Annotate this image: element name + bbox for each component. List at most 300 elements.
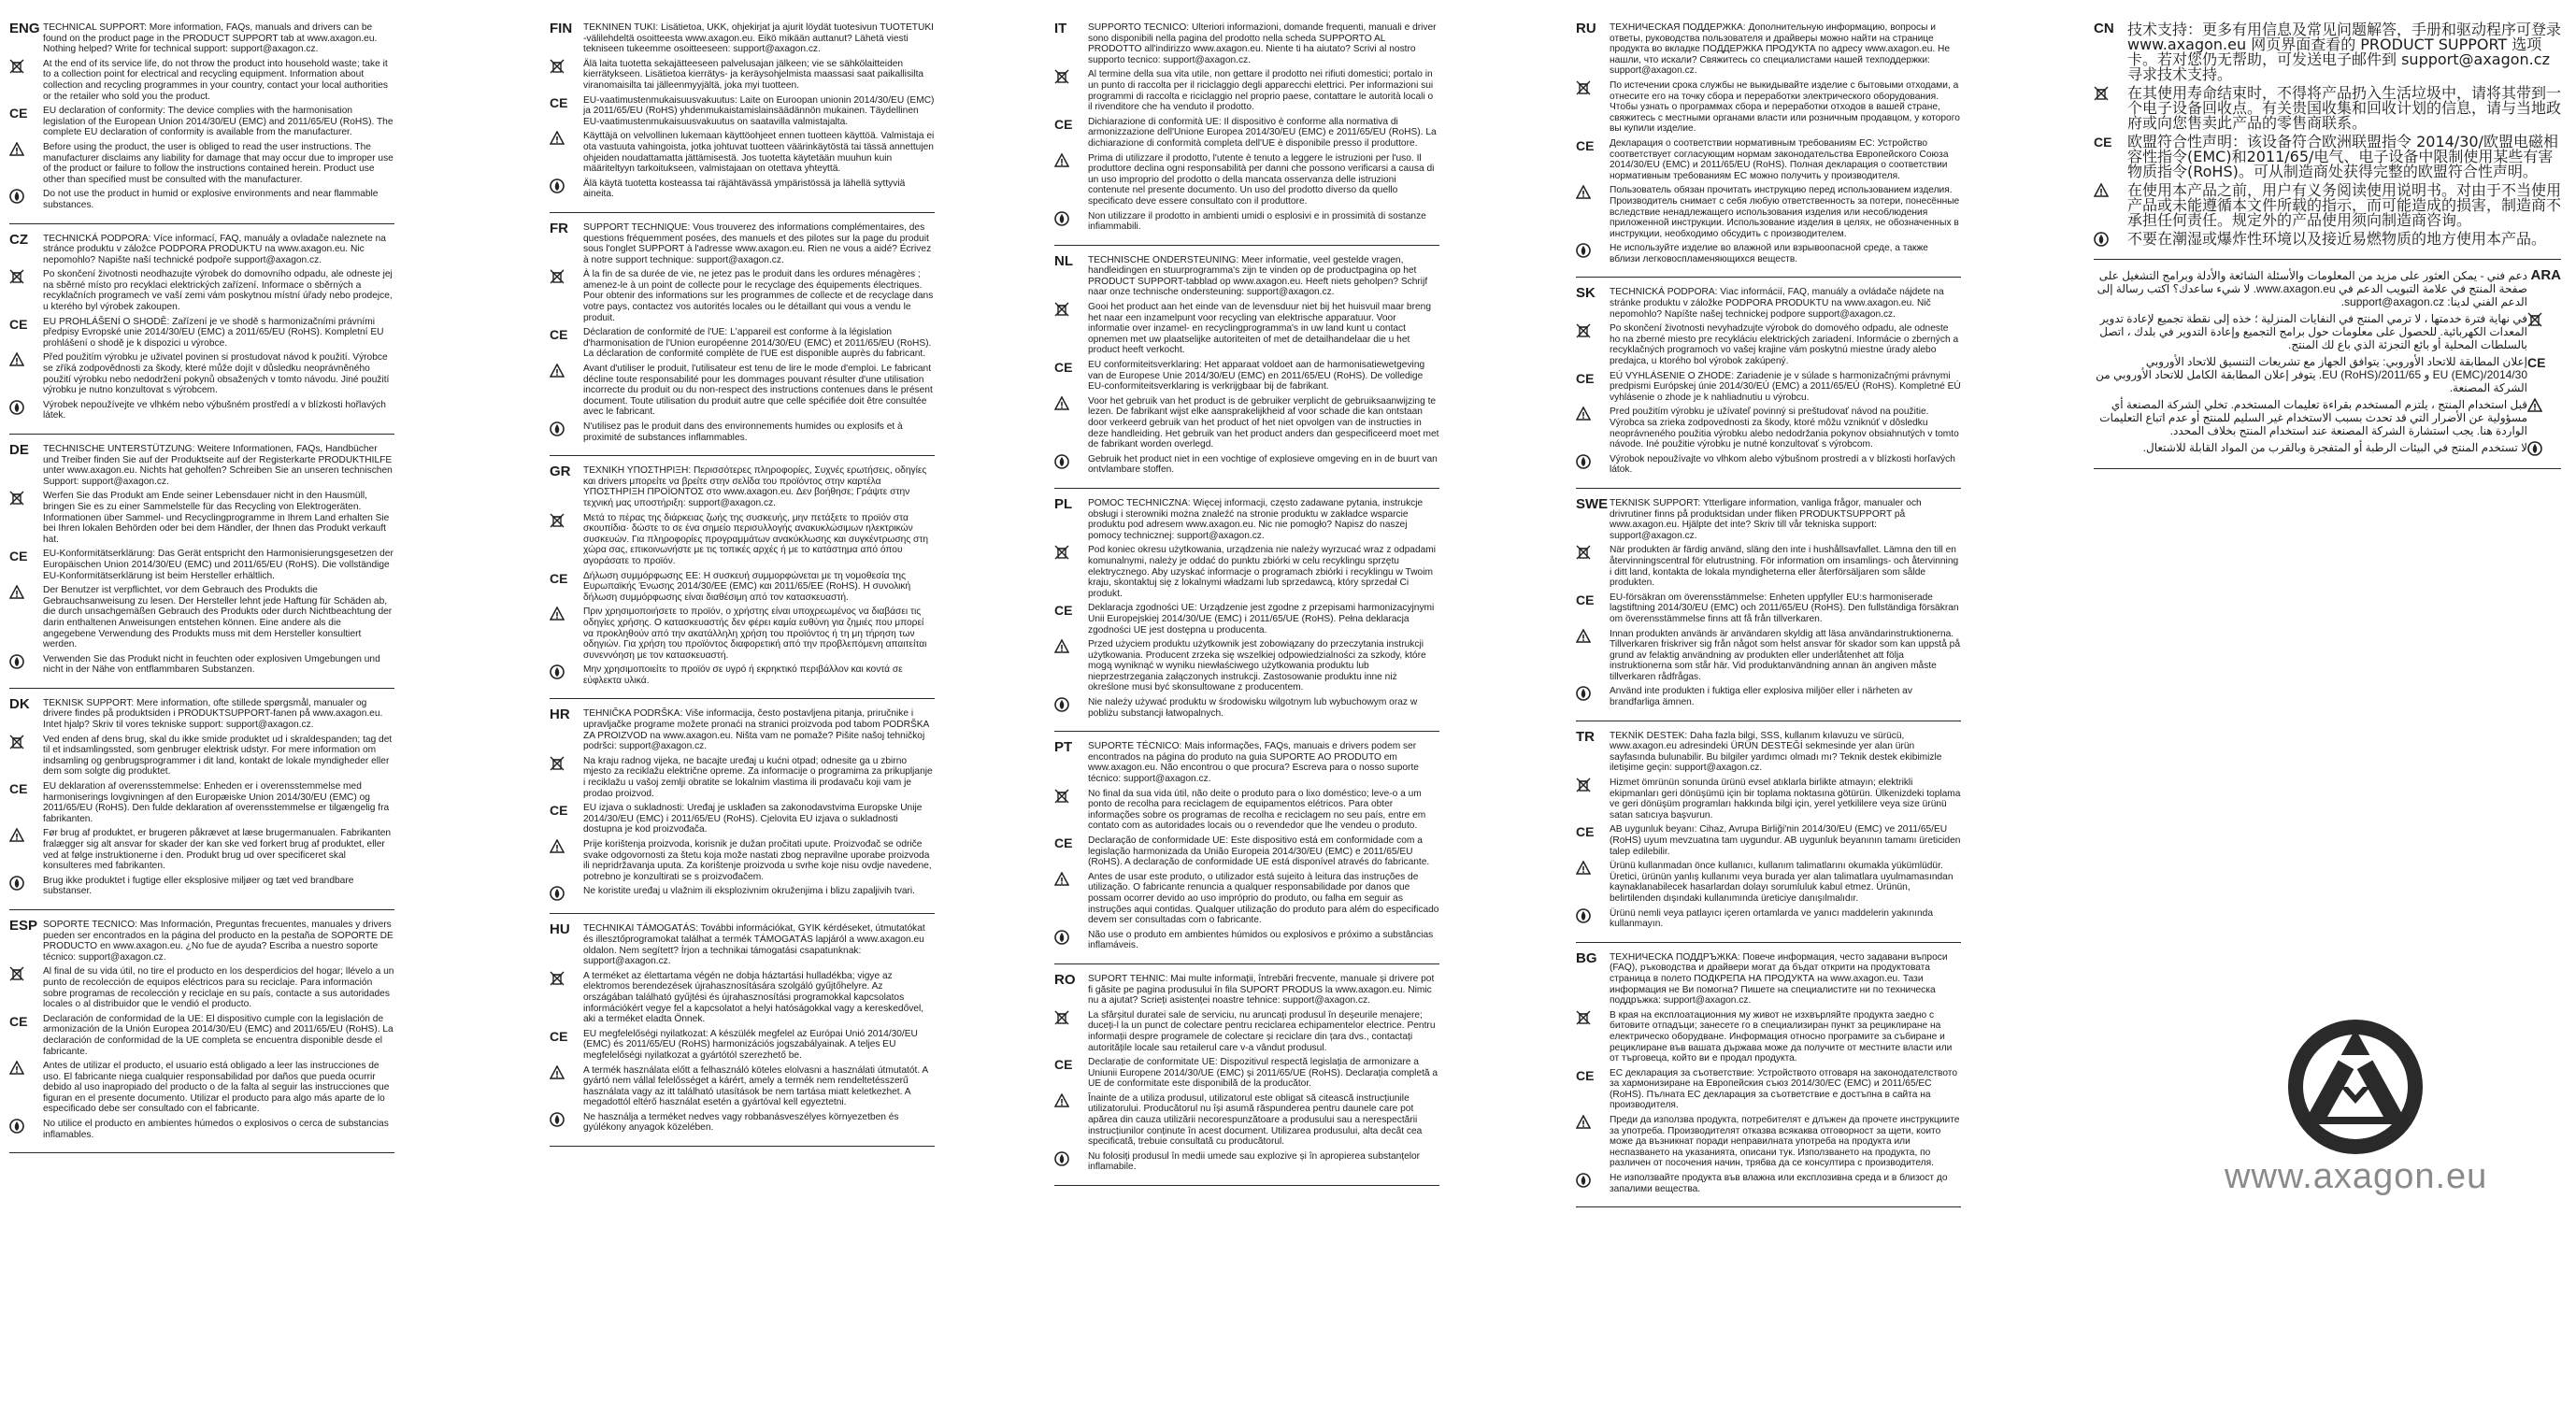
- no-explosive-icon: [550, 886, 583, 901]
- language-code: DE: [9, 442, 29, 458]
- svg-text:CE: CE: [9, 106, 28, 121]
- svg-text:CE: CE: [9, 781, 28, 797]
- notice-item: [9, 654, 394, 676]
- technical-support-text: SUPORT TEHNIC: Mai multe informații, întrebări frecvente, manuale și drivere pot fi găsite pe pagina produsului în fila SUPORT PRODUS la www.axagon.eu. Nimic nu a ajutat? Scrieți asistenței noastre tehnice: support@axagon.cz.: [1088, 973, 1435, 1006]
- notice-item: [9, 966, 394, 1009]
- crossed-bin-icon: [550, 756, 583, 771]
- crossed-bin-icon: [550, 269, 583, 284]
- notice-item: [1054, 697, 1439, 719]
- language-code: SK: [1576, 285, 1596, 302]
- section-header: [1054, 495, 1439, 541]
- ce-mark-icon: [1576, 592, 1610, 607]
- notice-text: Al termine della sua vita utile, non gettare il prodotto nei rifiuti domestici; portalo in un punto di raccolta per il riciclaggio degli apparecchi elettrici. Per informazioni sui programmi di raccolta e riciclaggio nel proprio paese, contattare le autorità locali o il rivenditore che ha venduto il prodotto.: [1088, 69, 1434, 113]
- notice-item: [1576, 407, 1961, 450]
- technical-support-text: TEKNİK DESTEK: Daha fazla bilgi, SSS, kullanım kılavuzu ve sürücü, www.axagon.eu adresindeki ÜRÜN DESTEĞİ sekmesinde yer alan ürün sayfasında bulunabilir. Bu bilgiler yardımcı olmadı mı? Teknik destek ekibimizle iletişime geçin: support@axagon.cz.: [1610, 730, 1942, 774]
- axagon-url: www.axagon.eu: [2225, 1157, 2488, 1196]
- technical-support-text: TEKNINEN TUKI: Lisätietoa, UKK, ohjekirjat ja ajurit löydät tuotesivun TUOTETUKI -välilehdeltä osoitteesta www.axagon.eu. Eikö mikään auttanut? Lähetä viesti tekniseen tukeemme osoitteeseen: support@axagon.cz.: [583, 22, 935, 55]
- notice-item: [1054, 835, 1439, 868]
- warning-icon: [9, 1061, 43, 1076]
- crossed-bin-icon: [1054, 1010, 1088, 1025]
- notice-item: [1054, 789, 1439, 832]
- notice-text: La sfârșitul duratei sale de serviciu, nu aruncați produsul în deșeurile menajere; duceți-l la un punct de colectare pentru reciclarea echipamentelor electrice. Pentru informații despre programele de colectare și reciclare din țara dvs., contactați autoritățile locale sau retailerul care v-a vândut produsul.: [1088, 1009, 1436, 1053]
- notice-item: [550, 421, 935, 443]
- notice-text: Před použitím výrobku je uživatel povinen si prostudovat návod k použití. Výrobce se zříká zodpovědnosti za škody, které může dojít v důsledku neoprávněného použití výrobku nebo nedodržení pokynů obsažených v tomto návodu. Jiné použití výrobku je nutno konzultovat s výrobcem.: [43, 352, 390, 396]
- no-explosive-icon: [9, 1119, 43, 1134]
- ce-mark-icon: [1576, 371, 1610, 386]
- crossed-bin-icon: [1576, 323, 1610, 338]
- notice-item: [1054, 360, 1439, 392]
- section-ara: [2094, 264, 2561, 469]
- crossed-bin-icon: [1054, 545, 1088, 560]
- section-fin: [550, 17, 935, 213]
- notice-text: Declaración de conformidad de la UE: El dispositivo cumple con la legislación de armonización de la Unión Europea 2014/30/EU (EMC) and 2011/65/EU (RoHS). La declaración de conformidad de la UE completa se encuentra disponible desde el fabricante.: [43, 1013, 394, 1057]
- notice-item: [2094, 135, 2561, 179]
- technical-support-text: TEKNISK SUPPORT: Ytterligare information, vanliga frågor, manualer och drivrutiner finns på produktsidan under fliken PRODUKTSUPPORT på www.axagon.eu. Hjälpte det inte? Skriv till vår tekniska support: support@axagon.cz.: [1610, 497, 1922, 541]
- notice-item: [1054, 396, 1439, 450]
- crossed-bin-icon: [550, 59, 583, 74]
- crossed-bin-icon: [9, 735, 43, 749]
- notice-item: [1054, 639, 1439, 693]
- notice-item: [550, 1112, 935, 1134]
- notice-text: قبل استخدام المنتج ، يلتزم المستخدم بقراءة تعليمات المستخدم. تخلي الشركة المصنعة أي مسؤولية عن الأضرار التي قد تحدث بسبب الاستخدام غير السليم للمنتج أو عدم اتباع التعليمات الواردة هنا. يجب استشارة الشركة المصنعة عند استخدام المنتج بخلاف المحدد.: [2099, 398, 2527, 437]
- notice-item: [1576, 185, 1961, 239]
- no-explosive-icon: [1576, 686, 1610, 701]
- notice-item: [9, 400, 394, 421]
- section-header: [9, 22, 394, 55]
- section-header: [2094, 269, 2561, 308]
- notice-text: Gebruik het product niet in een vochtige of explosieve omgeving en in de buurt van ontvlambare stoffen.: [1088, 453, 1438, 476]
- notice-text: EU PROHLÁŠENÍ O SHODĚ: Zařízení je ve shodě s harmonizačními právními předpisy Evropské unie 2014/30/EU (EMC) a 2011/65/EU (RoHS). Kompletní EU prohlášení o shodě je k dispozici u výrobce.: [43, 316, 384, 349]
- notice-text: Przed użyciem produktu użytkownik jest zobowiązany do przeczytania instrukcji użytkowania. Producent zrzeka się wszelkiej odpowiedzialności za szkody, które mogą wyniknąć w wyniku niewłaściwego użytkowania produktu lub nieprzestrzegania załączonych instrukcji. Zastosowanie produktu inne niż określone musi być skonsultowane z producentem.: [1088, 639, 1426, 693]
- column-1: [9, 17, 394, 1157]
- language-code: ARA: [2530, 267, 2561, 283]
- notice-item: [9, 317, 394, 350]
- svg-text:CE: CE: [2094, 135, 2112, 150]
- svg-text:CE: CE: [9, 549, 28, 564]
- no-explosive-icon: [1054, 697, 1088, 712]
- technical-support-text: SUPPORT TECHNIQUE: Vous trouverez des informations complémentaires, des questions fréquemment posées, des manuels et des pilotes sur la page du produit sous l'onglet SUPPORT à l'adresse www.axagon.eu. Rien ne vous a aidé? Écrivez à notre support technique: support@axagon.cz.: [583, 221, 932, 265]
- ce-mark-icon: [1054, 603, 1088, 618]
- notice-item: [1054, 930, 1439, 951]
- section-header: [1054, 252, 1439, 298]
- notice-text: Ved enden af dens brug, skal du ikke smide produktet ud i skraldespanden; tag det til et indsamlingssted, som genbruger elektrisk udstyr. For mere information om indsamling og genbrugsprogrammer i dit land, kontakt de lokale myndigheder eller dem som solgte dig produktet.: [43, 734, 393, 778]
- technical-support-text: TEKNISK SUPPORT: Mere information, ofte stillede spørgsmål, manualer og drivere findes på produktsiden i PRODUKTSUPPORT-fanen på www.axagon.eu. Intet hjalp? Skriv til vores tekniske support: support@axagon.cz.: [43, 697, 383, 731]
- notice-text: Brug ikke produktet i fugtige eller eksplosive miljøer og tæt ved brandbare substanser.: [43, 875, 354, 897]
- notice-text: EU declaration of conformity: The device complies with the harmonisation legislation of the European Union 2014/30/EU (EMC) and 2011/65/EU (RoHS). The complete EU declaration of conformity is available from the manufacturer.: [43, 106, 394, 138]
- language-code: HU: [550, 921, 570, 938]
- notice-text: À la fin de sa durée de vie, ne jetez pas le produit dans les ordures ménagères ; amenez-le à un point de collecte pour le recyclage des équipements électriques. Pour obtenir des informations sur les programmes de collecte et de recyclage dans votre pays, contactez vos autorités locales ou le détaillant qui vous a vendu le produit.: [583, 269, 934, 323]
- notice-text: EÚ VYHLÁSENIE O ZHODE: Zariadenie je v súlade s harmonizačnými právnymi predpismi Európskej únie 2014/30/EÚ (EMC) a 2011/65/EÚ (RoHS). Kompletné EÚ vyhlásenie o zhode je k nahliadnutiu u výrobcu.: [1610, 370, 1961, 403]
- language-code: PL: [1054, 495, 1073, 512]
- notice-item: [1054, 872, 1439, 926]
- notice-item: [1054, 1010, 1439, 1053]
- notice-text: Po skončení životnosti nevyhadzujte výrobok do domového odpadu, ale odneste ho na zberné miesto pre recykláciu elektrických zariadení. Informácie o zberných a recyklačných programoch vo vašej krajine vám poskytnú miestne úrady alebo predajca, u ktorého bol výrobok zakúpený.: [1610, 323, 1959, 367]
- notice-item: [1576, 686, 1961, 707]
- notice-text: Dichiarazione di conformità UE: Il dispositivo è conforme alla normativa di armonizzazione dell'Unione Europea 2014/30/EU (EMC) e 2011/65/EU (RoHS). La dichiarazione di conformità completa dell'UE è disponibile presso il produttore.: [1088, 116, 1437, 149]
- section-header: [1576, 495, 1961, 541]
- notice-text: Non utilizzare il prodotto in ambienti umidi o esplosivi e in prossimità di sostanze infiammabili.: [1088, 210, 1426, 233]
- notice-item: [550, 95, 935, 128]
- language-code: FR: [550, 220, 568, 236]
- notice-item: [550, 839, 935, 882]
- notice-text: N'utilisez pas le produit dans des environnements humides ou explosifs et à proximité de substances inflammables.: [583, 421, 903, 443]
- notice-text: Gooi het product aan het einde van de levensduur niet bij het huisvuil maar breng het naar een inzamelpunt voor recycling van elektrische apparatuur. Voor informatie over inzamel- en recyclingprogramma's in uw land kunt u contact opnemen met uw plaatselijke autoriteiten of met de detailhandelaar die u het product heeft verkocht.: [1088, 302, 1431, 356]
- notice-text: Não use o produto em ambientes húmidos ou explosivos e próximo a substâncias inflamáveis.: [1088, 929, 1434, 951]
- notice-text: Do not use the product in humid or explosive environments and near flammable substances.: [43, 189, 379, 210]
- notice-text: Pred použitím výrobku je užívateľ povinný si preštudovať návod na použitie. Výrobca sa zrieka zodpovednosti za škody, ktoré môžu vzniknúť v dôsledku neoprávneného použitia výrobku alebo nedodržania pokynov obsiahnutých v tomto návode. Iné použitie výrobku je nutné konzultovať s výrobcom.: [1610, 407, 1959, 450]
- ce-mark-icon: [1054, 117, 1088, 132]
- ce-mark-icon: [1576, 824, 1610, 839]
- warning-icon: [550, 607, 583, 621]
- notice-item: [9, 142, 394, 185]
- notice-item: [1576, 1173, 1961, 1194]
- technical-support-text: TECHNIKAI TÁMOGATÁS: További információkat, GYIK kérdéseket, útmutatókat és illesztőprogramokat találhat a termék TÁMOGATÁS lapjáról a www.axagon.eu oldalon. Nem segített? Írjon a technikai támogatási csapatunknak: support@axagon.cz.: [583, 923, 925, 967]
- technical-support-text: TEHNIČKA PODRŠKA: Više informacija, često postavljena pitanja, priručnike i upravljačke programe možete pronaći na stranici proizvoda pod tabom PODRŠKA ZA PROIZVOD na www.axagon.eu. Ništa vam ne pomaže? Pišite našoj tehničkoj podršci: support@axagon.cz.: [583, 708, 929, 752]
- no-explosive-icon: [550, 178, 583, 193]
- notice-item: [9, 189, 394, 210]
- notice-item: [550, 571, 935, 604]
- notice-text: Antes de utilizar el producto, el usuario está obligado a leer las instrucciones de uso. El fabricante niega cualquier responsabilidad por daños que pueda ocurrir debido al uso inapropiado del producto o de la falta al seguir las instrucciones que figuran en el presente documento. Utilizar el producto para algo más aparte de lo especificado debe ser consultado con el fabricante.: [43, 1061, 390, 1115]
- notice-item: [1576, 1010, 1961, 1064]
- axagon-logo-icon: [2243, 1014, 2468, 1154]
- notice-item: [550, 1065, 935, 1108]
- notice-item: [9, 585, 394, 650]
- notice-text: Innan produkten används är användaren skyldig att läsa användarinstruktionerna. Tillverkaren friskriver sig från något som helst ansvar för skador som kan uppstå på grund av felaktig användning av produkten eller underlåtenhet att följa instruktionerna som står här. Vid produktanvändning annan än angiven måste tillverkaren rådfrågas.: [1610, 628, 1961, 682]
- notice-item: [1576, 80, 1961, 135]
- notice-text: Älä laita tuotetta sekajätteeseen palvelusajan jälkeen; vie se sähkölaitteiden kierrätykseen. Lisätietoa kierrätys- ja keräysohjelmista maassasi saat paikallisilta viranomaisilta tai jälleenmyyjältä, joka myi tuotteen.: [583, 58, 924, 91]
- ce-mark-icon: [9, 106, 43, 121]
- notice-text: Výrobek nepoužívejte ve vlhkém nebo výbušném prostředí a v blízkosti hořlavých látek.: [43, 399, 386, 421]
- section-header: [1054, 971, 1439, 1006]
- warning-icon: [550, 839, 583, 854]
- technical-support-text: دعم فني - يمكن العثور على مزيد من المعلومات والأسئلة الشائعة والأدلة وبرامج التشغيل على صفحة المنتج في علامة التبويب الدعم في www.axagon.eu. لا شيء ساعدك؟ اكتب رسالة إلى الدعم الفني لدينا: support@axagon.cz.: [2097, 269, 2527, 308]
- notice-item: [2094, 441, 2561, 456]
- svg-text:CE: CE: [1054, 603, 1073, 619]
- notice-item: [1054, 117, 1439, 150]
- section-sk: [1576, 281, 1961, 489]
- language-code: ENG: [9, 21, 40, 36]
- ce-mark-icon: [1576, 1068, 1610, 1083]
- ce-mark-icon: [550, 1029, 583, 1044]
- svg-text:CE: CE: [1576, 1067, 1595, 1083]
- language-code: PT: [1054, 739, 1073, 756]
- column-2: [550, 17, 935, 1150]
- notice-text: När produkten är färdig använd, släng den inte i hushållsavfallet. Lämna den till en återvinningscentral för elutrustning. För information om insamlings- och återvinning i ditt land, kontakta de lokala myndigheterna eller återförsäljaren som sålde produkten.: [1610, 545, 1959, 589]
- svg-text:CE: CE: [550, 94, 568, 110]
- notice-text: Ürünü nemli veya patlayıcı içeren ortamlarda ve yanıcı maddelerin yakınında kullanmayın.: [1610, 907, 1933, 930]
- section-eng: [9, 17, 394, 224]
- notice-item: [1054, 1057, 1439, 1090]
- crossed-bin-icon: [2094, 86, 2127, 101]
- section-bg: [1576, 947, 1961, 1207]
- section-header: [1576, 949, 1961, 1006]
- section-esp: [9, 914, 394, 1153]
- notice-text: 不要在潮湿或爆炸性环境以及接近易燃物质的地方使用本产品。: [2127, 230, 2547, 248]
- notice-item: [550, 327, 935, 360]
- notice-text: Не използвайте продукта във влажна или експлозивна среда и в близост до запалими вещества.: [1610, 1173, 1948, 1194]
- section-ru: [1576, 17, 1961, 278]
- notice-text: 在使用本产品之前，用户有义务阅读使用说明书。对由于不当使用产品或未能遵循本文件所载的指示，而可能造成的损害，制造商不承担任何责任。规定外的产品使用须向制造商咨询。: [2127, 181, 2562, 229]
- svg-text:CE: CE: [1054, 1057, 1073, 1073]
- notice-text: لا تستخدم المنتج في البيئات الرطبة أو المتفجرة وبالقرب من المواد القابلة للاشتعال.: [2142, 441, 2527, 454]
- notice-text: إعلان المطابقة للاتحاد الأوروبي: يتوافق الجهاز مع تشريعات التنسيق للاتحاد الأوروبي 2014/30/EU (EMC) و 2011/65/EU (RoHS). يتوفر إعلان المطابقة الكامل للاتحاد الأوروبي من الشركة المصنعة.: [2096, 355, 2527, 394]
- notice-text: Prije korištenja proizvoda, korisnik je dužan pročitati upute. Proizvođač se odriče svake odgovornosti za štetu koja može nastati zbog nepravilne uporabe proizvoda ili nepridržavanja uputa. Za korištenje proizvoda u svrhe koje nisu ovdje navedene, potrebno je konzultirati se s proizvođačem.: [583, 839, 932, 882]
- notice-item: [550, 607, 935, 661]
- notice-item: [550, 971, 935, 1025]
- warning-icon: [1576, 1115, 1610, 1130]
- language-code: GR: [550, 464, 571, 480]
- notice-item: [9, 352, 394, 395]
- language-code: CN: [2094, 21, 2114, 36]
- notice-item: [9, 876, 394, 897]
- ce-mark-icon: [1054, 1057, 1088, 1072]
- notice-text: Hizmet ömrünün sonunda ürünü evsel atıklarla birlikte atmayın; elektrikli ekipmanları geri dönüşümü için bir toplama noktasına götürün. Ülkenizdeki toplama ve geri dönüşüm programları hakkında bilgi için, yerel yetkililere veya size ürünü satan satıcıya başvurun.: [1610, 778, 1961, 821]
- technical-support-text: SOPORTE TECNICO: Mas Información, Preguntas frecuentes, manuales y drivers pueden ser encontrados en la página del producto en la pestaña de SOPORTE DE PRODUCTO en www.axagon.eu. ¿No fue de ayuda? Escriba a nuestro soporte técnico: support@axagon.cz.: [43, 919, 394, 963]
- svg-text:CE: CE: [2527, 355, 2546, 370]
- no-explosive-icon: [550, 1112, 583, 1127]
- svg-text:CE: CE: [1576, 592, 1595, 607]
- notice-item: [550, 1029, 935, 1062]
- crossed-bin-icon: [1576, 545, 1610, 560]
- notice-item: [550, 178, 935, 200]
- notice-item: [9, 1119, 394, 1140]
- no-explosive-icon: [9, 654, 43, 669]
- svg-text:CE: CE: [550, 1028, 568, 1044]
- notice-item: [1576, 138, 1961, 181]
- notice-item: [2094, 355, 2561, 394]
- notice-item: [1054, 211, 1439, 233]
- no-explosive-icon: [9, 876, 43, 891]
- section-header: [550, 708, 935, 751]
- no-explosive-icon: [1576, 243, 1610, 258]
- ce-mark-icon: [550, 327, 583, 342]
- notice-text: Declarație de conformitate UE: Dispozitivul respectă legislația de armonizare a Uniunii Europene 2014/30/UE (EMC) și 2011/65/UE (RoHS). Declarația completă a UE de conformitate este disponibilă de la producător.: [1088, 1057, 1438, 1090]
- warning-icon: [550, 364, 583, 378]
- language-code: CZ: [9, 231, 28, 248]
- section-pl: [1054, 492, 1439, 732]
- notice-item: [9, 269, 394, 312]
- notice-item: [9, 59, 394, 102]
- section-header: [9, 444, 394, 487]
- warning-icon: [9, 142, 43, 157]
- notice-text: Μετά το πέρας της διάρκειας ζωής της συσκευής, μην πετάξετε το προϊόν στα σκουπίδια· δώστε το σε ένα σημείο περισυλλογής ανακυκλώσιμων ηλεκτρικών συσκευών. Για πληροφορίες προγραμμάτων ανακύκλωσης και συγκέντρωσης στη χώρα σας, επικοινωνήστε με τις τοπικές αρχές ή με το κατάστημα από όπου αγοράσατε το προϊόν.: [583, 512, 929, 566]
- notice-text: EU megfelelőségi nyilatkozat: A készülék megfelel az Európai Unió 2014/30/EU (EMC) és 2011/65/EU (RoHS) harmonizációs jogszabályainak. A teljes EU megfelelőségi nyilatkozat a gyártótól szerezhető be.: [583, 1028, 918, 1061]
- crossed-bin-icon: [550, 971, 583, 986]
- notice-text: Výrobok nepoužívajte vo vlhkom alebo výbušnom prostredí a v blízkosti horľavých látok.: [1610, 453, 1955, 476]
- section-header: [1054, 741, 1439, 784]
- warning-icon: [550, 1065, 583, 1080]
- section-pt: [1054, 735, 1439, 964]
- notice-item: [1576, 371, 1961, 404]
- crossed-bin-icon: [1576, 1010, 1610, 1025]
- notice-item: [1576, 545, 1961, 588]
- notice-item: [1576, 861, 1961, 904]
- language-code: RO: [1054, 971, 1076, 988]
- notice-text: ЕС декларация за съответствие: Устройството отговаря на законодателството за хармонизиране на Европейския съюз 2014/30/ЕС (EMC) и 2011/65/ЕС (RoHS). Пълната ЕС декларация за съответствие е достъпна в сайта на производителя.: [1610, 1067, 1958, 1111]
- warning-icon: [2527, 398, 2561, 413]
- notice-text: EU deklaration af overensstemmelse: Enheden er i overensstemmelse med harmoniserings lovgivningen af den Europæiske Union 2014/30/EU (EMC) og 2011/65/EU (RoHS). Den fulde deklaration af overensstemmelse er tilgængelig fra fabrikanten.: [43, 781, 390, 824]
- no-explosive-icon: [2527, 441, 2561, 456]
- warning-icon: [1054, 872, 1088, 887]
- svg-text:CE: CE: [9, 1013, 28, 1029]
- section-header: [1054, 22, 1439, 65]
- section-header: [550, 222, 935, 265]
- crossed-bin-icon: [9, 269, 43, 284]
- notice-text: Nu folosiți produsul în medii umede sau explozive și în apropierea substanțelor inflamabile.: [1088, 1150, 1421, 1173]
- notice-item: [1054, 1151, 1439, 1173]
- section-hu: [550, 918, 935, 1147]
- section-nl: [1054, 250, 1439, 489]
- technical-support-text: TECHNISCHE UNTERSTÜTZUNG: Weitere Informationen, FAQs, Handbücher und Treiber finden Sie auf der Produktseite auf der Registerkarte PRODUKTHILFE unter www.axagon.eu. Nichts hat geholfen? Schreiben Sie an unseren technischen Support: support@axagon.cz.: [43, 444, 393, 487]
- notice-text: Avant d'utiliser le produit, l'utilisateur est tenu de lire le mode d'emploi. Le fabricant décline toute responsabilité pour les dommages pouvant résulter d'une utilisation incorrecte du produit ou du non-respect des instructions contenues dans le présent document. Toute utilisation du produit autre que celle spécifiée doit être consultée avec le fabricant.: [583, 364, 933, 418]
- notice-text: По истечении срока службы не выкидывайте изделие с бытовыми отходами, а отнесите его на точку сбора и переработки электрического оборудования. Чтобы узнать о программах сбора и переработки отходов в вашей стране, свяжитесь с местными органами власти или розничным продавцом, у которого вы купили изделие.: [1610, 79, 1960, 135]
- notice-item: [2094, 398, 2561, 437]
- section-header: [1576, 22, 1961, 77]
- notice-text: EU conformiteitsverklaring: Het apparaat voldoet aan de harmonisatiewetgeving van de Europese Unie 2014/30/EU (EMC) en 2011/65/EU (RoHS). De volledige EU-conformiteitsverklaring is verkrijgbaar bij de fabrikant.: [1088, 360, 1425, 392]
- technical-support-text: TECHNICKÁ PODPORA: Více informací, FAQ, manuály a ovladače naleznete na stránce produktu v záložce PODPORA PRODUKTU na www.axagon.eu. Nic nepomohlo? Napište naší technické podpoře support@axagon.cz.: [43, 233, 386, 265]
- warning-icon: [9, 352, 43, 367]
- notice-item: [9, 106, 394, 138]
- notice-item: [1576, 1115, 1961, 1169]
- notice-item: [2094, 232, 2561, 247]
- technical-support-text: TECHNICAL SUPPORT: More information, FAQs, manuals and drivers can be found on the product page in the PRODUCT SUPPORT tab at www.axagon.eu. Nothing helped? Write for technical support: support@axagon.cz.: [43, 22, 378, 55]
- no-explosive-icon: [1054, 211, 1088, 226]
- notice-text: Пользователь обязан прочитать инструкцию перед использованием изделия. Производитель снимает с себя любую ответственность за потери, понесённые вследствие ненадлежащего использования изделия или несоблюдения приложенной инструкции. Использование изделия в целях, не обозначенных в инструкции, необходимо обсудить с производителем.: [1610, 185, 1960, 239]
- notice-item: [550, 756, 935, 799]
- notice-item: [1054, 302, 1439, 356]
- warning-icon: [1576, 861, 1610, 876]
- notice-item: [550, 664, 935, 686]
- section-header: [1576, 728, 1961, 774]
- notice-text: Deklaracja zgodności UE: Urządzenie jest zgodne z przepisami harmonizacyjnymi Unii Europejskiej 2014/30/UE (EMC) i 2011/65/UE (RoHS). Pełna deklaracja zgodności UE jest dostępna u producenta.: [1088, 603, 1435, 635]
- warning-icon: [1576, 407, 1610, 421]
- notice-text: A terméket az élettartama végén ne dobja háztartási hulladékba; vigye az elektromos berendezések újrahasznosítására szolgáló gyűjtőhelyre. Az országában található gyűjtési és újrahasznosítási programokkal kapcsolatos információkért vegye fel a kapcsolatot a helyi hatóságokkal vagy a kereskedővel, aki a terméket eladta Önnek.: [583, 970, 924, 1025]
- no-explosive-icon: [1576, 908, 1610, 923]
- svg-text:CE: CE: [550, 570, 568, 586]
- notice-item: [9, 491, 394, 545]
- notice-text: Før brug af produktet, er brugeren påkrævet at læse brugermanualen. Fabrikanten fralægger sig alt ansvar for skader der kan ske ved forkert brug af produktet, eller ved at følge instruktionerne i den. Produkt brug ud over specificeret skal konsulteres med fabrikanten.: [43, 828, 392, 872]
- warning-icon: [2094, 183, 2127, 198]
- crossed-bin-icon: [1054, 69, 1088, 84]
- notice-text: No utilice el producto en ambientes húmedos o explosivos o cerca de substancias inflamables.: [43, 1119, 389, 1140]
- ce-mark-icon: [1054, 360, 1088, 375]
- crossed-bin-icon: [1576, 80, 1610, 95]
- no-explosive-icon: [550, 421, 583, 436]
- notice-text: Prima di utilizzare il prodotto, l'utente è tenuto a leggere le istruzioni per l'uso. Il produttore declina ogni responsabilità per danni che possono verificarsi a causa di un uso improprio del prodotto o della mancata osservanza delle istruzioni contenute nel presente documento. Un uso del prodotto diverso da quello specificato deve essere consultato con il produttore.: [1088, 152, 1435, 207]
- section-fr: [550, 217, 935, 456]
- notice-text: 在其使用寿命结束时，不得将产品扔入生活垃圾中，请将其带到一个电子设备回收点。有关贵国收集和回收计划的信息，请与当地政府或向您售卖此产品的零售商联系。: [2127, 84, 2562, 132]
- section-cn: [2094, 17, 2561, 260]
- notice-text: Declaração de conformidade UE: Este dispositivo está em conformidade com a legislação harmonizada da União Europeia 2014/30/EU (EMC) e 2011/65/EU (RoHS). A declaração de conformidade UE está disponível através do fabricante.: [1088, 835, 1430, 868]
- notice-item: [2094, 312, 2561, 351]
- notice-item: [1576, 824, 1961, 857]
- no-explosive-icon: [9, 189, 43, 204]
- section-hr: [550, 703, 935, 914]
- notice-text: EU-vaatimustenmukaisuusvakuutus: Laite on Euroopan unionin 2014/30/EU (EMC) ja 2011/65/EU (RoHS) yhdenmukaistamislainsäädännön mukainen. Täydellinen EU-vaatimustenmukaisuusvakuutus on saatavilla valmistajalta.: [583, 94, 935, 127]
- crossed-bin-icon: [9, 966, 43, 981]
- no-explosive-icon: [2094, 232, 2127, 247]
- notice-text: Al final de su vida útil, no tire el producto en los desperdicios del hogar; llévelo a un punto de recolección de equipos eléctricos para su reciclaje. Para información sobre programas de recolección y reciclaje en su país, contacte a sus autoridades locales o al distribuidor que le vendió el producto.: [43, 966, 394, 1010]
- notice-item: [9, 781, 394, 824]
- notice-text: Преди да използва продукта, потребителят е длъжен да прочете инструкциите за употреба. Производителят отказва всякаква отговорност за щети, които може да възникнат поради неправилната употреба на продукта или неспазването на указанията, описани тук. Използването на продукта, по различен от посочения начин, трябва да се консултира с производителя.: [1610, 1115, 1960, 1169]
- section-de: [9, 438, 394, 689]
- language-code: IT: [1054, 21, 1067, 36]
- ce-mark-icon: [550, 803, 583, 818]
- notice-item: [550, 269, 935, 323]
- section-header: [9, 917, 394, 963]
- notice-text: Не используйте изделие во влажной или взрывоопасной среде, а также вблизи легковоспламеняющихся веществ.: [1610, 243, 1928, 264]
- section-dk: [9, 692, 394, 910]
- no-explosive-icon: [1054, 454, 1088, 469]
- language-code: FIN: [550, 21, 573, 36]
- notice-item: [1054, 69, 1439, 112]
- section-swe: [1576, 492, 1961, 721]
- crossed-bin-icon: [1054, 302, 1088, 317]
- svg-text:CE: CE: [550, 327, 568, 343]
- section-header: [9, 231, 394, 266]
- technical-support-text: POMOC TECHNICZNA: Więcej informacji, często zadawane pytania, instrukcje obsługi i sterowniki można znaleźć na stronie produktu w zakładce wsparcie produktu pod adresem www.axagon.eu. Nic nie pomogło? Napisz do naszej pomocy technicznej: support@axagon.cz.: [1088, 497, 1424, 541]
- notice-text: Before using the product, the user is obliged to read the user instructions. The manufacturer disclaims any liability for damage that may occur due to improper use of the product or failure to follow the instructions contained herein. Product use other than specified must be consulted with the manufacturer.: [43, 141, 394, 185]
- language-code: BG: [1576, 949, 1597, 966]
- section-gr: [550, 460, 935, 699]
- notice-item: [1576, 592, 1961, 625]
- warning-icon: [1054, 1093, 1088, 1108]
- crossed-bin-icon: [9, 59, 43, 74]
- notice-text: EU-Konformitätserklärung: Das Gerät entspricht den Harmonisierungsgesetzen der Europäischen Union 2014/30/EU (EMC) und 2011/65/EU (RoHS). Die vollständige EU-Konformitätserklärung ist beim Hersteller erhältlich.: [43, 549, 394, 581]
- technical-support-text: SUPPORTO TECNICO: Ulteriori informazioni, domande frequenti, manuali e driver sono disponibili nella pagina del prodotto nella scheda SUPPORTO AL PRODOTTO all'indirizzo www.axagon.eu. Niente ti ha aiutato? Scrivi al nostro supporto tecnico: support@axagon.cz.: [1088, 22, 1437, 65]
- notice-item: [1054, 454, 1439, 476]
- notice-text: Käyttäjä on velvollinen lukemaan käyttöohjeet ennen tuotteen käyttöä. Valmistaja ei ota vastuuta vahingoista, jotka johtuvat tuotteen väärinkäytöstä tai tässä annettujen ohjeiden noudattamatta jättämisestä. Jos tuotetta käytetään muuhun kuin määriteltyyn tarkoitukseen, valmistajaan on otettava yhteyttä.: [583, 131, 935, 175]
- notice-item: [550, 886, 935, 901]
- notice-text: AB uygunluk beyanı: Cihaz, Avrupa Birliği'nin 2014/30/EU (EMC) ve 2011/65/EU (RoHS) uyum mevzuatına tam uygundur. AB uygunluk beyanının tamamı üreticiden talep edilebilir.: [1610, 824, 1961, 857]
- svg-text:CE: CE: [1576, 824, 1595, 840]
- ce-mark-icon: [9, 781, 43, 796]
- warning-icon: [1054, 153, 1088, 168]
- notice-text: في نهاية فترة خدمتها ، لا ترمي المنتج في النفايات المنزلية ؛ خذه إلى نقطة تجميع لإعادة تدوير المعدات الكهربائية. للحصول على معلومات حول برامج التجميع وإعادة التدوير في بلدك ، اتصل بالسلطات المحلية أو بائع التجزئة الذي باع لك المنتج.: [2099, 312, 2527, 351]
- ce-mark-icon: [550, 95, 583, 110]
- notice-item: [9, 828, 394, 871]
- notice-text: Ne használja a terméket nedves vagy robbanásveszélyes környezetben és gyúlékony anyagok közelében.: [583, 1111, 899, 1134]
- no-explosive-icon: [1576, 1173, 1610, 1188]
- notice-text: Po skončení životnosti neodhazujte výrobek do domovního odpadu, ale odneste jej na sběrné místo pro recyklaci elektrických zařízení. Informace o sběrných a recyklačních programech ve vaší zemi vám poskytnou místní úřady nebo prodejce, u kterého byl výrobek zakoupen.: [43, 269, 393, 313]
- language-code: HR: [550, 706, 570, 723]
- ce-mark-icon: [1054, 835, 1088, 850]
- ce-mark-icon: [1576, 138, 1610, 153]
- notice-item: [550, 131, 935, 174]
- notice-text: Déclaration de conformité de l'UE: L'appareil est conforme à la législation d'harmonisation de l'Union européenne 2014/30/EU (EMC) et 2011/65/EU (RoHS). La déclaration de conformité complète de l'UE est disponible auprès du fabricant.: [583, 327, 932, 360]
- language-code: SWE: [1576, 495, 1609, 512]
- section-header: [9, 695, 394, 731]
- notice-item: [1576, 908, 1961, 930]
- section-header: [550, 923, 935, 966]
- warning-icon: [9, 585, 43, 600]
- ce-mark-icon: [9, 1014, 43, 1029]
- language-code: DK: [9, 695, 30, 712]
- section-ro: [1054, 968, 1439, 1186]
- ce-mark-icon: [9, 549, 43, 564]
- no-explosive-icon: [1576, 454, 1610, 469]
- technical-support-text: 技术支持：更多有用信息及常见问题解答，手册和驱动程序可登录 www.axagon.eu 网页界面查看的 PRODUCT SUPPORT 选项卡。若对您仍无帮助，可发送电子邮件到 support@axagon.cz 寻求技术支持。: [2127, 21, 2562, 83]
- technical-support-text: ТЕХНИЧЕСКАЯ ПОДДЕРЖКА: Дополнительную информацию, вопросы и ответы, руководства пользователя и драйверы можно найти на странице продукта во вкладке ПОДДЕРЖКА ПРОДУКТА по адресу www.axagon.eu. Не нашли, что искали? Свяжитесь со специалистами нашей техподдержки: support@axagon.cz.: [1610, 22, 1951, 77]
- svg-text:CE: CE: [1054, 116, 1073, 132]
- svg-text:CE: CE: [9, 316, 28, 332]
- notice-text: Älä käytä tuotetta kosteassa tai räjähtävässä ympäristössä ja lähellä syttyviä aineita.: [583, 178, 906, 200]
- section-cz: [9, 228, 394, 435]
- column-3: [1054, 17, 1439, 1190]
- notice-text: A termék használata előtt a felhasználó köteles elolvasni a használati útmutatót. A gyártó nem vállal felelősséget a kárért, amely a termék nem rendeltetésszerű használata vagy az itt található utasítások be nem tartása miatt keletkezhet. A megadottól eltérő használat esetén a gyártóval kell egyeztetni.: [583, 1064, 928, 1108]
- notice-item: [9, 1061, 394, 1115]
- notice-text: No final da sua vida útil, não deite o produto para o lixo doméstico; leve-o a um ponto de recolha para reciclagem de equipamentos elétricos. Para obter informações sobre os programas de recolha e reciclagem no seu país, entre em contato com as autoridades locais ou o revendedor que lhe vendeu o produto.: [1088, 788, 1426, 832]
